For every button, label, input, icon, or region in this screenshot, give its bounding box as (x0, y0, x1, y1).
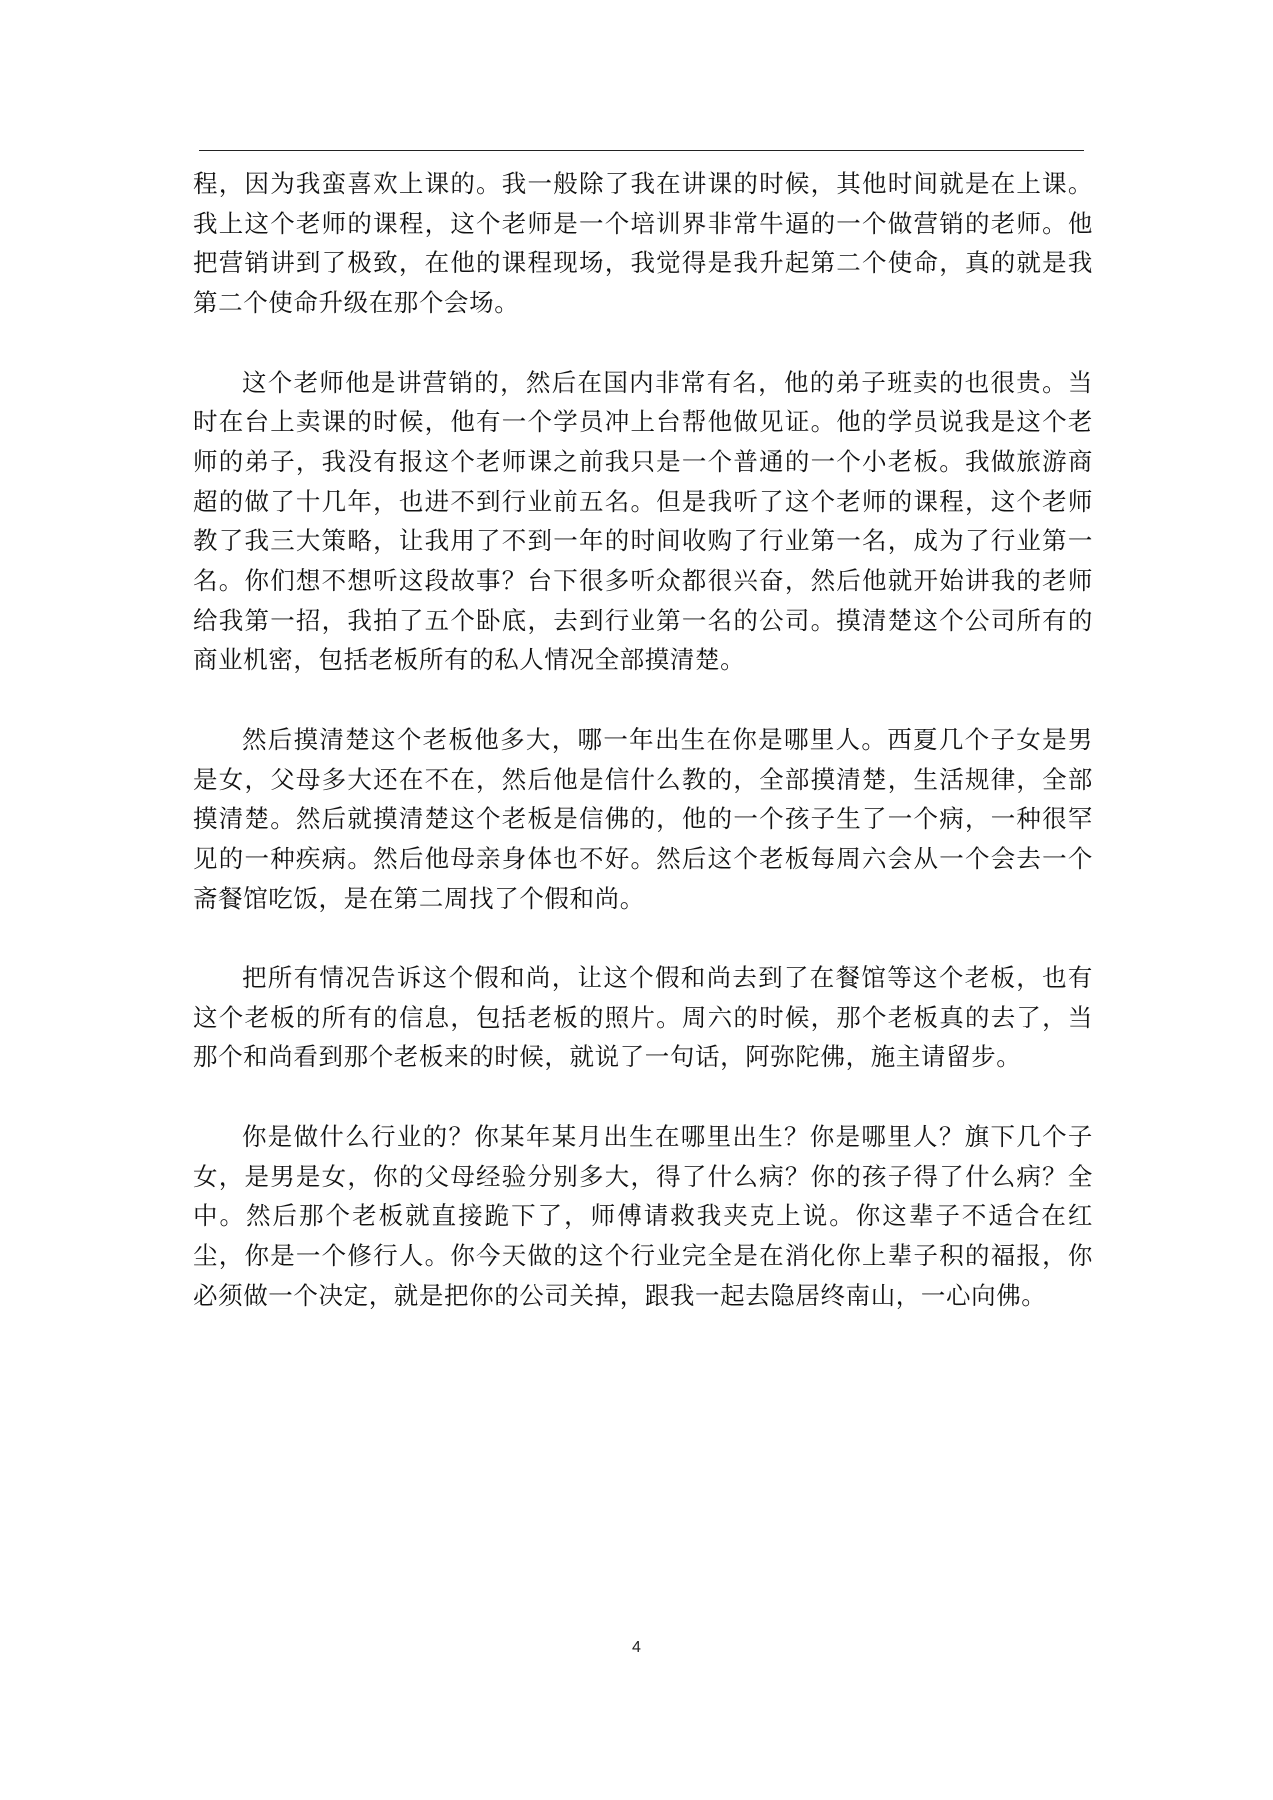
paragraph-3: 然后摸清楚这个老板他多大，哪一年出生在你是哪里人。西夏几个子女是男是女，父母多大还在不在，然后他是信什么教的，全部摸清楚，生活规律，全部摸清楚。然后就摸清楚这个老板是信佛的，他的一个孩子生了一个病，一种很罕见的一种疾病。然后他母亲身体也不好。然后这个老板每周六会从一个会去一个斋餐馆吃饭，是在第二周找了个假和尚。 (193, 724, 1093, 913)
header-rule (199, 150, 1084, 151)
page-number: 4 (632, 1639, 641, 1656)
paragraph-4: 把所有情况告诉这个假和尚，让这个假和尚去到了在餐馆等这个老板，也有这个老板的所有的信息，包括老板的照片。周六的时候，那个老板真的去了，当那个和尚看到那个老板来的时候，就说了一句话，阿弥陀佛，施主请留步。 (193, 963, 1093, 1072)
paragraph-2: 这个老师他是讲营销的，然后在国内非常有名，他的弟子班卖的也很贵。当时在台上卖课的时候，他有一个学员冲上台帮他做见证。他的学员说我是这个老师的弟子，我没有报这个老师课之前我只是一个普通的一个小老板。我做旅游商超的做了十几年，也进不到行业前五名。但是我听了这个老师的课程，这个老师教了我三大策略，让我用了不到一年的时间收购了行业第一名，成为了行业第一名。你们想不想听这段故事？台下很多听众都很兴奋，然后他就开始讲我的老师给我第一招，我拍了五个卧底，去到行业第一名的公司。摸清楚这个公司所有的商业机密，包括老板所有的私人情况全部摸清楚。 (193, 367, 1093, 675)
body-text (193, 164, 1093, 1315)
paragraph-5: 你是做什么行业的？你某年某月出生在哪里出生？你是哪里人？旗下几个子女，是男是女，你的父母经验分别多大，得了什么病？你的孩子得了什么病？全中。然后那个老板就直接跪下了，师傅请救我夹克上说。你这辈子不适合在红尘，你是一个修行人。你今天做的这个行业完全是在消化你上辈子积的福报，你必须做一个决定，就是把你的公司关掉，跟我一起去隐居终南山，一心向佛。 (193, 1121, 1093, 1310)
paragraph-1: 程，因为我蛮喜欢上课的。我一般除了我在讲课的时候，其他时间就是在上课。我上这个老师的课程，这个老师是一个培训界非常牛逼的一个做营销的老师。他把营销讲到了极致，在他的课程现场，我觉得是我升起第二个使命，真的就是我第二个使命升级在那个会场。 (193, 169, 1093, 318)
